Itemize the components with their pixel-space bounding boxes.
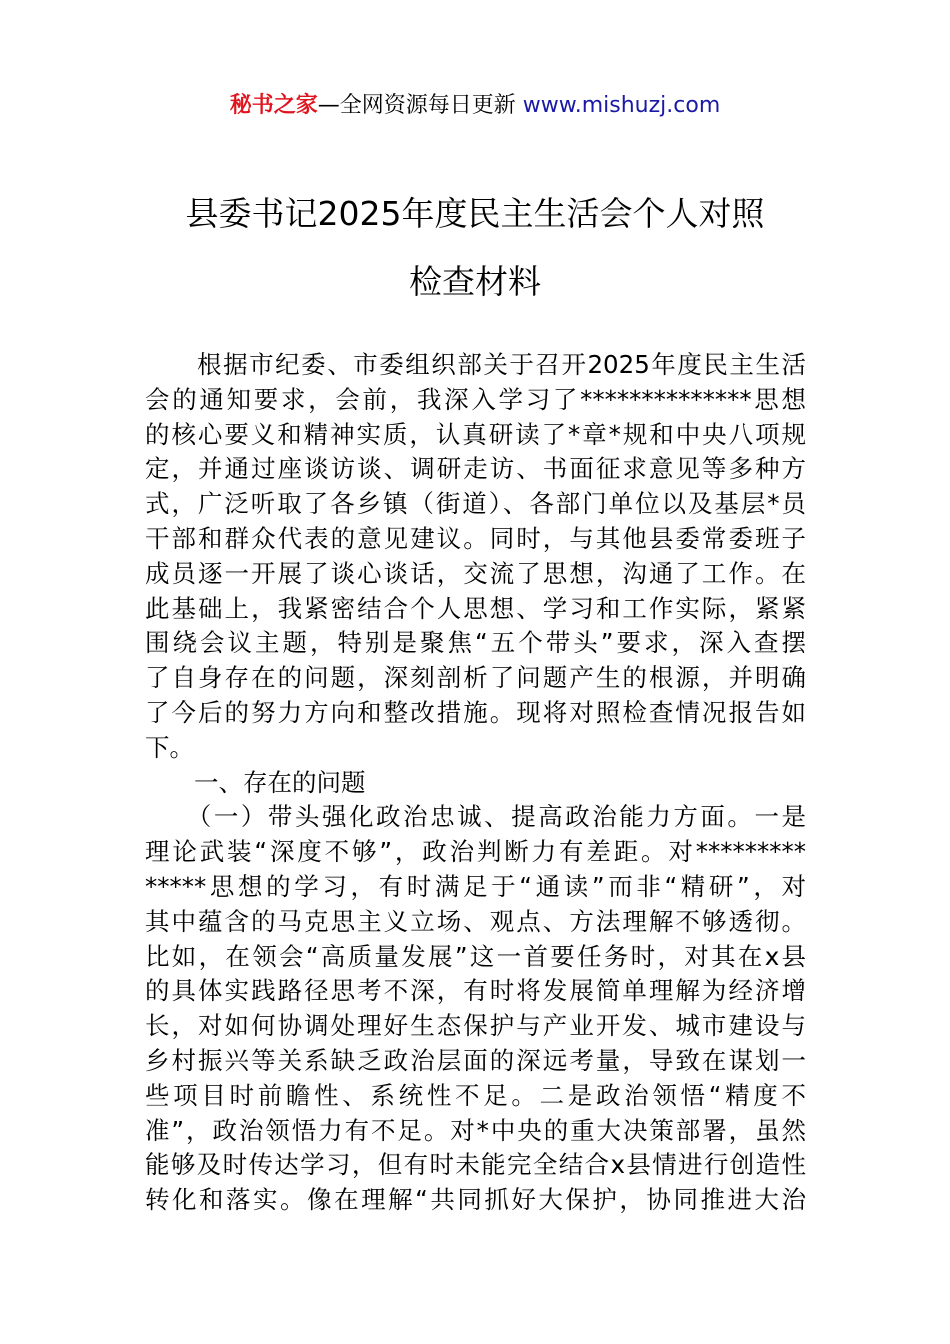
paragraph-line: 理论武装“深度不够”，政治判断力有差距。对********* [145, 837, 806, 867]
paragraph-line: 定，并通过座谈访谈、调研走访、书面征求意见等多种方 [145, 454, 806, 484]
paragraph-line: 会的通知要求，会前，我深入学习了**************思想 [145, 384, 806, 414]
paragraph-line: 围绕会议主题，特别是聚焦“五个带头”要求，深入查摆 [145, 628, 806, 658]
paragraph-line: 准”，政治领悟力有不足。对*中央的重大决策部署，虽然 [145, 1115, 806, 1145]
paragraph-line: 了今后的努力方向和整改措施。现将对照检查情况报告如 [145, 697, 806, 727]
document-body [145, 348, 806, 1218]
section-heading: 一、存在的问题 [145, 767, 366, 797]
paragraph-line: 干部和群众代表的意见建议。同时，与其他县委常委班子 [145, 523, 806, 553]
site-header [0, 88, 950, 119]
paragraph-line: 式，广泛听取了各乡镇（街道）、各部门单位以及基层*员 [145, 489, 806, 519]
document-title-line-2: 检查材料 [409, 262, 541, 301]
paragraph-line: 了自身存在的问题，深刻剖析了问题产生的根源，并明确 [145, 663, 806, 693]
paragraph-line: 能够及时传达学习，但有时未能完全结合x县情进行创造性 [145, 1150, 806, 1180]
paragraph-line: 长，对如何协调处理好生态保护与产业开发、城市建设与 [145, 1011, 806, 1041]
paragraph-line: 成员逐一开展了谈心谈话，交流了思想，沟通了工作。在 [145, 558, 806, 588]
brand-name: 秘书之家 [229, 93, 318, 118]
paragraph-line: 此基础上，我紧密结合个人思想、学习和工作实际，紧紧 [145, 593, 806, 623]
paragraph-line: 比如，在领会“高质量发展”这一首要任务时，对其在x县 [145, 941, 806, 971]
paragraph-line: 乡村振兴等关系缺乏政治层面的深远考量，导致在谋划一 [145, 1045, 806, 1075]
site-url-link[interactable]: www.mishuzj.com [522, 93, 721, 118]
paragraph-line: 转化和落实。像在理解“共同抓好大保护，协同推进大治 [145, 1185, 806, 1215]
paragraph-line: （一）带头强化政治忠诚、提高政治能力方面。一是 [145, 802, 806, 832]
header-tagline: —全网资源每日更新 [317, 93, 516, 118]
paragraph-line: 些项目时前瞻性、系统性不足。二是政治领悟“精度不 [145, 1080, 806, 1110]
paragraph-line: *****思想的学习，有时满足于“通读”而非“精研”，对 [145, 871, 806, 901]
paragraph-line: 下。 [145, 732, 194, 762]
paragraph-line: 的核心要义和精神实质，认真研读了*章*规和中央八项规 [145, 419, 806, 449]
paragraph-line: 根据市纪委、市委组织部关于召开2025年度民主生活 [145, 350, 806, 379]
document-title-line-1: 县委书记2025年度民主生活会个人对照 [185, 194, 765, 233]
paragraph-line: 其中蕴含的马克思主义立场、观点、方法理解不够透彻。 [145, 906, 806, 936]
paragraph-line: 的具体实践路径思考不深，有时将发展简单理解为经济增 [145, 976, 806, 1006]
